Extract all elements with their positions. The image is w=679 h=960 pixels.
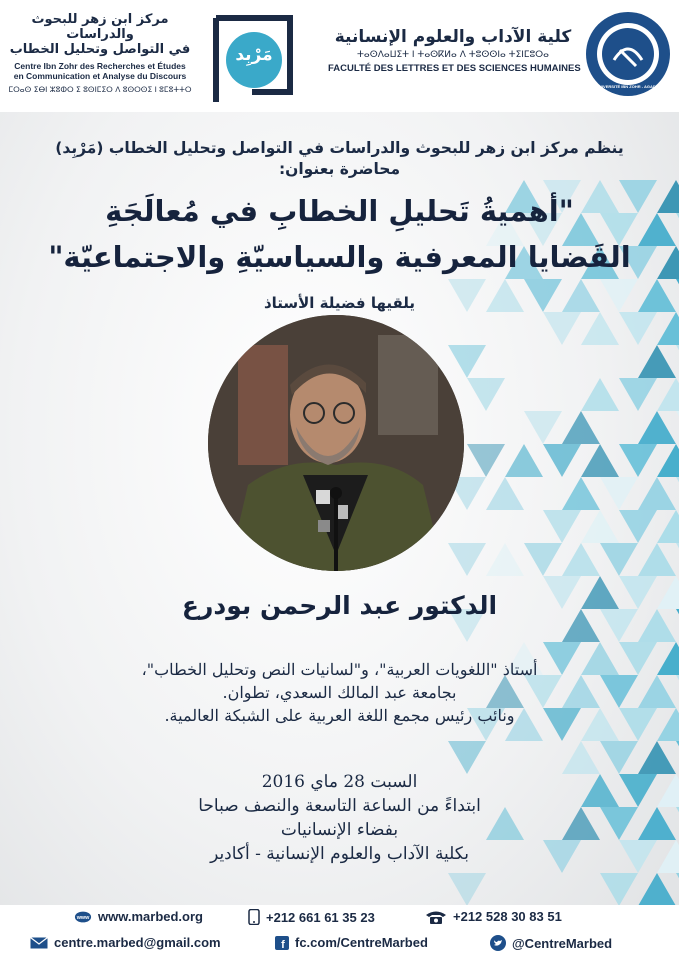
faculty-name-tifinagh: ⵜⴰⵙⴷⴰⵡⵉⵜ ⵏ ⵜⴰⵙⴽⵍⴰ ⴷ ⵜⵓⵙⵙⵏⴰ ⵜⵉⵏⵎⵓⵔⴰ — [357, 50, 549, 60]
intro-line2: محاضرة بعنوان: — [278, 160, 401, 178]
university-seal — [584, 10, 672, 98]
speaker-bio — [0, 658, 679, 727]
decor-triangle — [638, 477, 676, 510]
decor-triangle — [657, 312, 679, 345]
decor-triangle — [581, 312, 619, 345]
faculty-name-block — [328, 26, 581, 76]
center-name-ar-line1: مركز ابن زهر للبحوث والدراسات — [31, 12, 169, 42]
decor-triangle — [600, 477, 638, 510]
decor-triangle — [581, 378, 619, 411]
decor-triangle — [543, 510, 581, 543]
decor-triangle — [581, 510, 619, 543]
envelope-icon — [30, 936, 48, 950]
university-seal-text: UNIVERSITÉ IBN ZOHR - AGADIR — [596, 84, 660, 89]
footer-twitter[interactable] — [490, 935, 612, 951]
marbed-logo-text: مَرْبِد — [235, 45, 273, 65]
speaker-intro: يلقيها فضيلة الأستاذ — [263, 294, 416, 312]
decor-triangle — [524, 543, 562, 576]
decor-triangle — [448, 873, 486, 905]
event-time: ابتداءً من الساعة التاسعة والنصف صباحا — [198, 796, 481, 816]
decor-triangle — [619, 444, 657, 477]
speaker-bio-line: أستاذ "اللغويات العربية"، و"لسانيات النص وتحليل الخطاب"، — [141, 660, 538, 679]
speaker-bio-line: ونائب رئيس مجمع اللغة العربية على الشبكة العالمية. — [164, 706, 515, 725]
decor-triangle — [562, 411, 600, 444]
center-name-tifinagh: ⵎⵔⴰⵙ ⵉⴱⵏ ⵣⵓⵀⵔ ⵉ ⵓⵙⵏⵎⵉⵔ ⴷ ⵓⵙⵔⵙⵉ ⵏ ⵓⵎⵓⵜⵜⵔ — [8, 85, 192, 94]
faculty-name-fr: FACULTÉ DES LETTRES ET DES SCIENCES HUMAINES — [328, 63, 581, 74]
decor-triangle — [619, 312, 657, 345]
decor-triangle — [638, 543, 676, 576]
decor-triangle — [657, 378, 679, 411]
event-venue: بفضاء الإنسانيات — [280, 820, 399, 840]
footer-email[interactable] — [30, 935, 221, 950]
email-link[interactable]: centre.marbed@gmail.com — [54, 935, 221, 950]
header-banner — [0, 0, 679, 112]
decor-triangle — [581, 444, 619, 477]
footer-facebook[interactable] — [275, 935, 428, 950]
decor-triangle — [562, 477, 600, 510]
website-link[interactable]: www.marbed.org — [98, 909, 203, 924]
decor-triangle — [467, 378, 505, 411]
lecture-title-line2: القَضايا المعرفية والسياسيّةِ والاجتماعيّة" — [48, 240, 631, 274]
decor-triangle — [467, 444, 505, 477]
speaker-bio-line: بجامعة عبد المالك السعدي، تطوان. — [222, 683, 457, 702]
decor-triangle — [562, 543, 600, 576]
twitter-icon — [490, 935, 506, 951]
decor-triangle — [448, 345, 486, 378]
faculty-name-ar: كلية الآداب والعلوم الإنسانية — [334, 27, 572, 47]
decor-triangle — [638, 873, 676, 905]
decor-triangle — [657, 510, 679, 543]
mobile-number[interactable]: +212 661 61 35 23 — [266, 909, 375, 925]
footer-website[interactable] — [74, 909, 203, 924]
event-details — [0, 770, 679, 866]
decor-triangle — [486, 543, 524, 576]
contact-footer — [0, 905, 679, 960]
decor-triangle — [600, 873, 638, 905]
decor-triangle — [486, 477, 524, 510]
center-name-fr-line2: en Communication et Analyse du Discours — [13, 71, 187, 81]
decor-triangle — [638, 411, 676, 444]
decor-triangle — [543, 312, 581, 345]
decor-triangle — [619, 378, 657, 411]
center-name-fr-line1: Centre Ibn Zohr des Recherches et Études — [14, 61, 186, 71]
speaker-photo — [208, 315, 464, 571]
footer-phone[interactable] — [425, 909, 562, 924]
lecture-title — [0, 188, 679, 280]
facebook-icon — [275, 936, 289, 950]
lecture-title-line1: "أهميةُ تَحليلِ الخطابِ في مُعالَجَةِ — [105, 194, 574, 228]
decor-triangle — [448, 543, 486, 576]
decor-triangle — [543, 444, 581, 477]
center-name-block — [2, 12, 198, 95]
telephone-icon — [425, 910, 447, 924]
decor-triangle — [638, 345, 676, 378]
decor-triangle — [505, 444, 543, 477]
mobile-phone-icon — [248, 909, 260, 925]
www-icon — [74, 910, 92, 924]
footer-mobile[interactable] — [248, 909, 375, 925]
center-name-ar-line2: في التواصل وتحليل الخطاب — [9, 42, 191, 57]
event-location: بكلية الآداب والعلوم الإنسانية - أكادير — [210, 844, 469, 864]
facebook-link[interactable]: fc.com/CentreMarbed — [295, 935, 428, 950]
decor-triangle — [657, 444, 679, 477]
svg-text:f: f — [281, 938, 285, 950]
intro-line1: ينظم مركز ابن زهر للبحوث والدراسات في التواصل وتحليل الخطاب (مَرْبِد) — [55, 139, 624, 157]
intro-block — [0, 138, 679, 180]
svg-text:www: www — [76, 914, 90, 921]
event-date: السبت 28 ماي 2016 — [261, 772, 418, 792]
twitter-handle[interactable]: @CentreMarbed — [512, 935, 613, 951]
decor-triangle — [600, 543, 638, 576]
speaker-name: الدكتور عبد الرحمن بودرع — [181, 591, 498, 620]
marbed-logo — [208, 12, 298, 104]
decor-triangle — [619, 510, 657, 543]
decor-triangle — [524, 411, 562, 444]
phone-number[interactable]: +212 528 30 83 51 — [453, 909, 562, 924]
